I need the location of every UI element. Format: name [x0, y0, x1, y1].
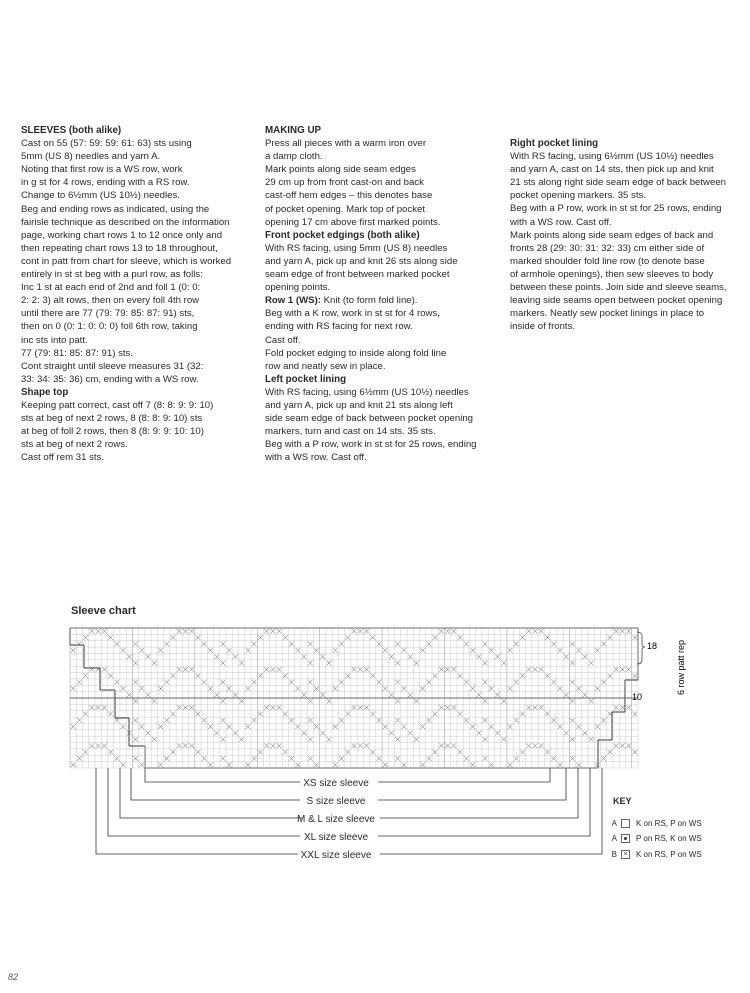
key-yarn: B: [611, 849, 617, 859]
text-line: sts at beg of next 2 rows.: [21, 439, 128, 451]
chart-key: [605, 794, 702, 862]
text-line: a damp cloth.: [265, 151, 323, 163]
text-line: pocket opening markers. 35 sts.: [510, 190, 646, 202]
size-leader-line: [145, 768, 300, 782]
text-line: with a WS row. Cast off.: [510, 216, 612, 228]
row-18-label: 18: [647, 641, 658, 651]
shape-top-heading: Shape top: [21, 386, 69, 398]
dot-square-icon: [621, 834, 630, 843]
key-item-purl: [605, 831, 702, 847]
size-label-s: S size sleeve: [306, 796, 366, 807]
text-line: at beg of foll 2 rows, then 8 (8: 9: 9: 10: 10): [21, 426, 204, 438]
text-line: Beg with a P row, work in st st for 25 rows, ending: [265, 439, 477, 451]
size-leader-line: [378, 768, 550, 782]
text-line: fairisle technique as described on the information: [21, 216, 230, 228]
key-item-knit: [605, 816, 702, 832]
front-pocket-heading: Front pocket edgings (both alike): [265, 229, 420, 241]
text-line: opening points.: [265, 282, 331, 294]
key-yarn: A: [611, 818, 617, 828]
size-label-xl: XL size sleeve: [303, 832, 369, 843]
making-up-heading: MAKING UP: [265, 125, 322, 136]
text-line: of armhole openings), then sew sleeves to body: [510, 268, 714, 280]
text-line: Mark points along side seam edges: [265, 164, 416, 176]
text-line: opening 17 cm above first marked points.: [265, 216, 441, 228]
text-line: 77 (79: 81: 85: 87: 91) sts.: [21, 347, 133, 359]
text-line: between these points. Join side and sleeve seams,: [510, 282, 727, 294]
text-line: markers. Neatly sew pocket linings in place to: [510, 308, 705, 320]
text-line: Inc 1 st at each end of 2nd and foll 1 (0: 0:: [21, 282, 201, 294]
text-line: page, working chart rows 1 to 12 once only and: [21, 229, 223, 241]
text-line: and yarn A, pick up and knit 21 sts along left: [265, 399, 453, 411]
text-line: 21 sts along right side seam edge of back between: [510, 177, 726, 189]
text-line: Beg with a K row, work in st st for 4 rows,: [265, 308, 440, 320]
size-leader-line: [380, 768, 578, 818]
chart-grid: [70, 628, 638, 768]
text-line: Fold pocket edging to inside along fold line: [265, 347, 447, 359]
size-leader-line: [131, 768, 300, 800]
blank-square-icon: [621, 819, 630, 828]
size-label-xxl: XXL size sleeve: [300, 850, 372, 861]
text-line: markers, turn and cast on 14 sts. 35 sts.: [265, 426, 436, 438]
text-line: Cont straight until sleeve measures 31 (32:: [21, 360, 204, 372]
repeat-label: 6 row patt rep: [676, 639, 686, 695]
text-line: Beg and ending rows as indicated, using the: [21, 203, 210, 215]
text-line: and yarn A, cast on 14 sts, then pick up and knit: [510, 164, 714, 176]
text-line: ending with RS facing for next row.: [265, 321, 413, 333]
size-leader-line: [108, 768, 300, 836]
size-leader-line: [378, 768, 590, 836]
text-line: until there are 77 (79: 79: 85: 87: 91) sts,: [21, 308, 195, 320]
page-number: 82: [8, 972, 19, 982]
text-line: and yarn A, pick up and knit 26 sts along side: [265, 255, 458, 267]
text-line: entirely in st st beg with a purl row, as folls:: [21, 269, 203, 281]
text-line: then on 0 (0: 1: 0: 0: 0) foll 6th row, taking: [21, 321, 198, 333]
cross-square-icon: ×: [621, 850, 630, 859]
row1-label: Row 1 (WS):: [265, 295, 321, 307]
text-line: 2: 2: 3) alt rows, then on every foll 4th row: [21, 295, 200, 307]
text-line: With RS facing, using 6½mm (US 10½) needles: [265, 386, 469, 398]
text-line: marked shoulder fold line row (to denote base: [510, 255, 705, 267]
row-10-label: 10: [632, 692, 643, 702]
text-line: Noting that first row is a WS row, work: [21, 164, 183, 176]
text-line: side seam edge of back between pocket opening: [265, 413, 474, 425]
text-line: Beg with a P row, work in st st for 25 rows, ending: [510, 203, 722, 215]
text-line: Cast off.: [265, 334, 301, 346]
key-text: K on RS, P on WS: [636, 849, 702, 859]
key-text: K on RS, P on WS: [636, 818, 702, 828]
text-line: cont in patt from chart for sleeve, which is worked: [21, 255, 232, 267]
text-line: seam edge of front between marked pocket: [265, 269, 450, 281]
size-label-xs: XS size sleeve: [303, 778, 369, 789]
text-line: inside of fronts.: [510, 321, 576, 333]
text-line: fronts 28 (29: 30: 31: 32: 33) cm either side of: [510, 242, 705, 254]
text-line: 29 cm up from front cast-on and back: [265, 177, 424, 189]
sleeve-chart-title: Sleeve chart: [71, 605, 136, 617]
text-line: Keeping patt correct, cast off 7 (8: 8: 9: 9: 10): [21, 399, 214, 411]
text-line: with a WS row. Cast off.: [265, 452, 367, 464]
text-line: 5mm (US 8) needles and yarn A.: [21, 151, 161, 163]
text-line: inc sts into patt.: [21, 334, 88, 346]
left-pocket-heading: Left pocket lining: [265, 373, 347, 385]
text-line: With RS facing, using 6½mm (US 10½) needles: [510, 151, 714, 163]
text-line: 33: 34: 35: 36) cm, ending with a WS row.: [21, 373, 199, 385]
key-yarn: A: [611, 834, 617, 843]
size-leader-line: [96, 768, 298, 854]
text-line: in g st for 4 rows, ending with a RS row.: [21, 177, 190, 189]
size-label-ml: M & L size sleeve: [297, 814, 375, 825]
text-line: Press all pieces with a warm iron over: [265, 138, 427, 150]
text-line: sts at beg of next 2 rows, 8 (8: 8: 9: 10) sts: [21, 413, 203, 425]
text-line: Cast on 55 (57: 59: 59: 61: 63) sts using: [21, 138, 192, 150]
size-leader-line: [120, 768, 303, 818]
text-line: Change to 6½mm (US 10½) needles.: [21, 190, 180, 202]
row1-text: Knit (to form fold line).: [320, 295, 418, 307]
text-line: leaving side seams open between pocket opening: [510, 295, 723, 307]
key-item-contrast: [605, 847, 702, 863]
right-pocket-heading: Right pocket lining: [510, 138, 599, 149]
size-leader-line: [380, 768, 602, 854]
text-line: With RS facing, using 5mm (US 8) needles: [265, 242, 448, 254]
sleeves-heading: SLEEVES (both alike): [21, 125, 122, 136]
size-leader-line: [378, 768, 566, 800]
text-line: cast-off hem edges – this denotes base: [265, 190, 433, 202]
text-line: then repeating chart rows 13 to 18 throughout,: [21, 242, 218, 254]
text-line: row and neatly sew in place.: [265, 360, 386, 372]
text-line: Cast off rem 31 sts.: [21, 452, 104, 464]
text-line: Mark points along side seam edges of back and: [510, 229, 714, 241]
key-text: P on RS, K on WS: [636, 834, 702, 843]
key-title: KEY: [613, 796, 632, 806]
text-line: of pocket opening. Mark top of pocket: [265, 203, 425, 215]
